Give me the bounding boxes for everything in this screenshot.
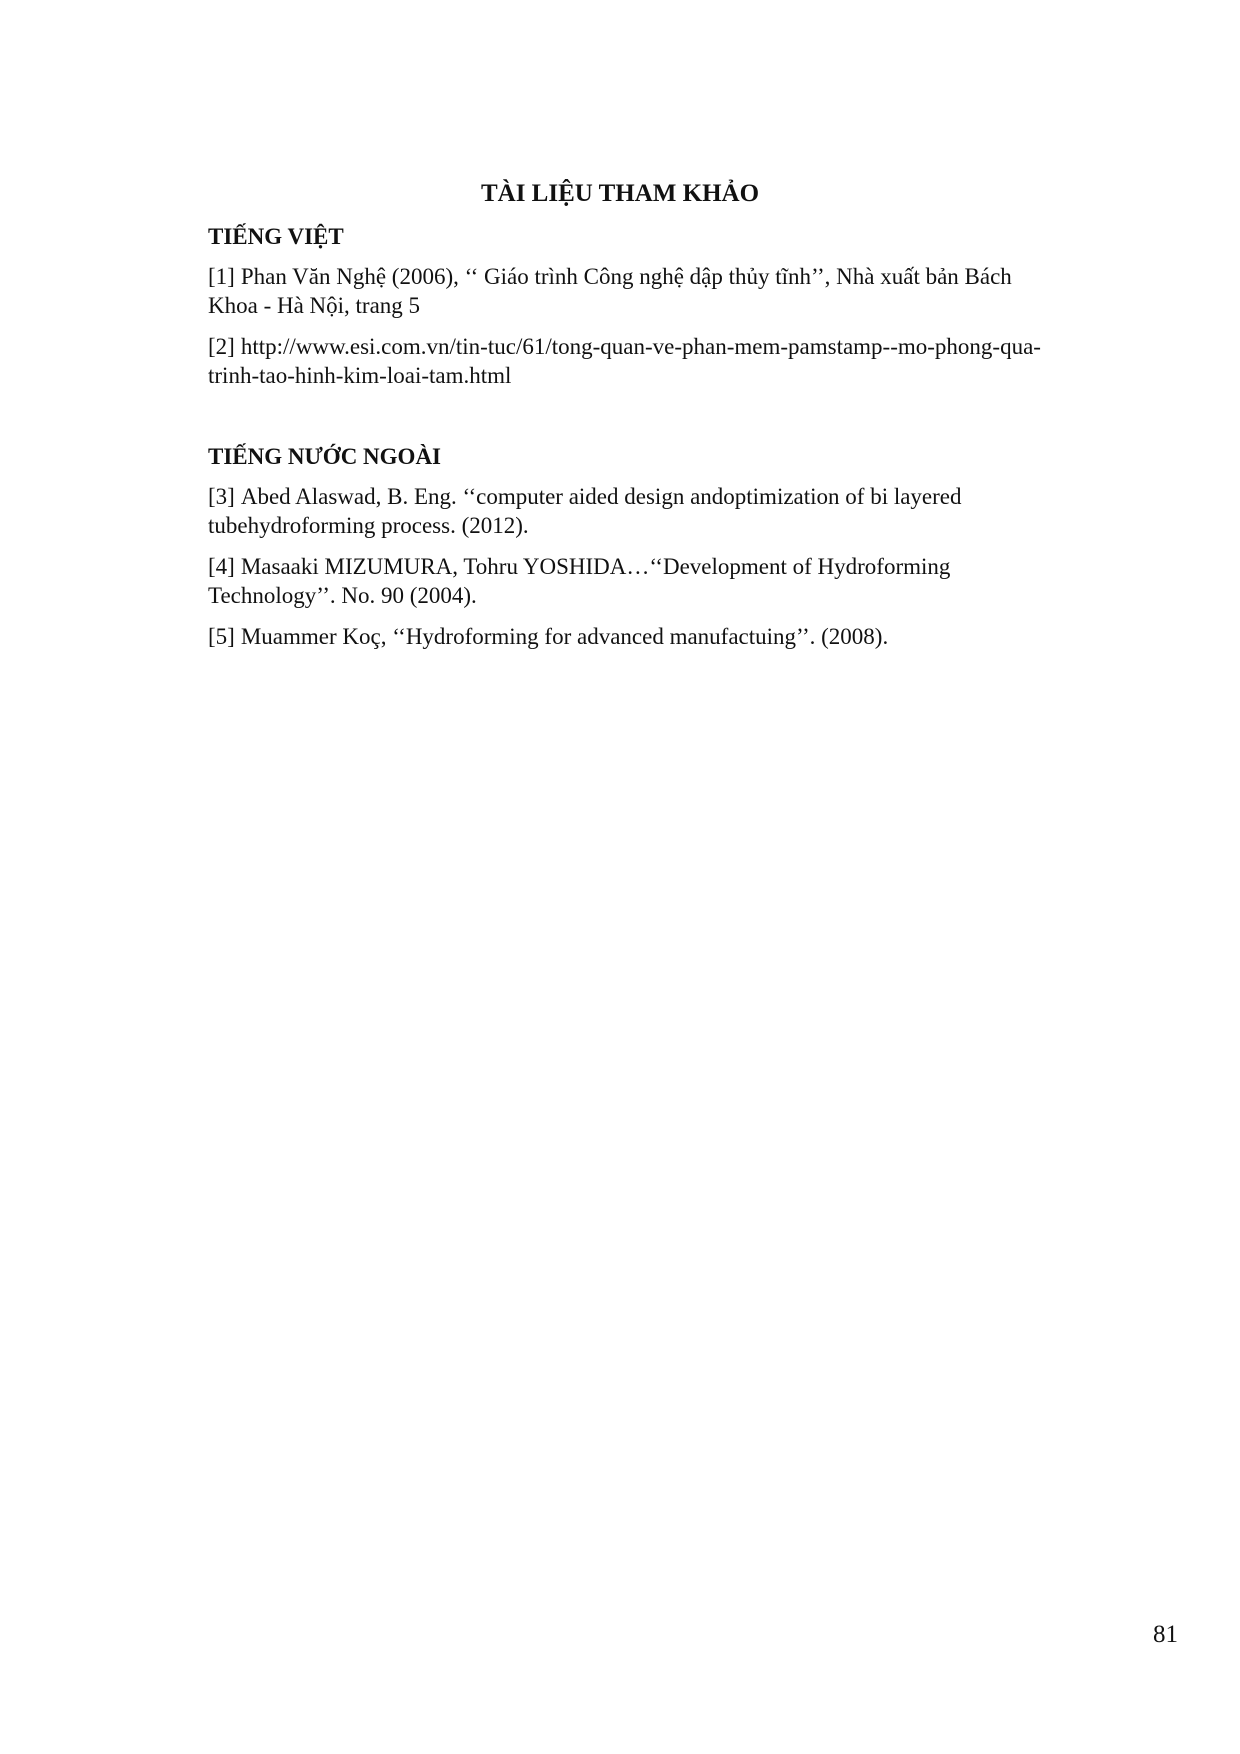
reference-text-line: Technology’’. No. 90 (2004). (208, 583, 477, 608)
reference-item (208, 262, 1128, 320)
reference-link: http://www.esi.com.vn/tin-tuc/61/tong-quan-ve-phan-mem-pamstamp--mo-phong-qua- (240, 334, 1041, 359)
reference-text-line: tubehydroforming process. (2012). (208, 513, 529, 538)
section-heading-vietnamese: TIẾNG VIỆT (208, 224, 344, 249)
reference-item (208, 622, 1128, 651)
reference-number: [2] (208, 334, 235, 359)
reference-item (208, 552, 1128, 610)
reference-number: [4] (208, 554, 235, 579)
reference-text-line: Muammer Koç, ‘‘Hydroforming for advanced manufactuing’’. (2008). (240, 624, 889, 649)
document-title: TÀI LIỆU THAM KHẢO (480, 180, 760, 207)
reference-text-line: Phan Văn Nghệ (2006), ‘‘ Giáo trình Công nghệ dập thủy tĩnh’’, Nhà xuất bản Bách (240, 264, 1012, 289)
reference-item (208, 332, 1128, 390)
reference-item (208, 482, 1128, 540)
reference-text-line: Masaaki MIZUMURA, Tohru YOSHIDA…‘‘Development of Hydroforming (240, 554, 951, 579)
reference-text-line: Abed Alaswad, B. Eng. ‘‘computer aided design andoptimization of bi layered (240, 484, 962, 509)
reference-number: [1] (208, 264, 235, 289)
reference-number: [3] (208, 484, 235, 509)
reference-number: [5] (208, 624, 235, 649)
section-heading-foreign: TIẾNG NƯỚC NGOÀI (208, 444, 441, 469)
reference-link: trinh-tao-hinh-kim-loai-tam.html (208, 363, 512, 388)
reference-text-line: Khoa - Hà Nội, trang 5 (208, 293, 421, 318)
page-number: 81 (1153, 1621, 1178, 1648)
